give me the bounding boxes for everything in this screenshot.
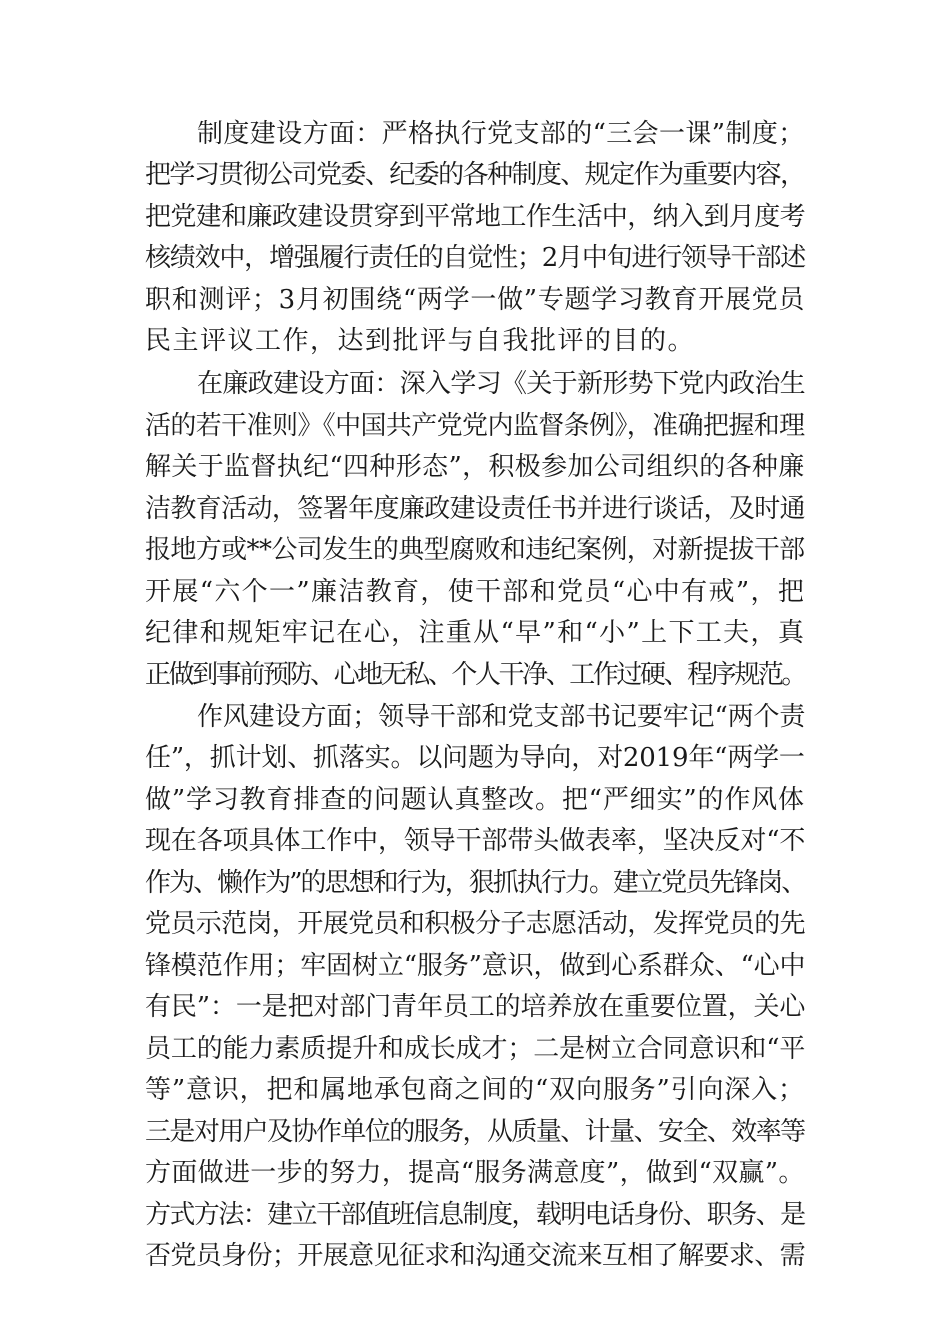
paragraph-3-line-7: 锋模范作用；牢固树立“服务”意识，做到心系群众、“心中 [145, 951, 806, 981]
paragraph-3-line-10: 等”意识，把和属地承包商之间的“双向服务”引向深入； [145, 1075, 805, 1105]
paragraph-1-line-3: 把党建和廉政建设贯穿到平常地工作生活中，纳入到月度考 [145, 202, 806, 232]
paragraph-3-line-9: 员工的能力素质提升和成长成才；二是树立合同意识和“平 [145, 1034, 806, 1064]
paragraph-3-line-3: 做”学习教育排查的问题认真整改。把“严细实”的作风体 [145, 785, 805, 815]
paragraph-2-line-5: 报地方或**公司发生的典型腐败和违纪案例，对新提拔干部 [145, 535, 805, 565]
paragraph-2-line-2: 活的若干准则》《中国共产党党内监督条例》，准确把握和理 [145, 411, 805, 441]
paragraph-3-line-12: 方面做进一步的努力，提高“服务满意度”，做到“双赢”。 [145, 1158, 805, 1188]
paragraph-1-line-1: 制度建设方面：严格执行党支部的“三会一课”制度； [197, 119, 805, 149]
paragraph-2-line-3: 解关于监督执纪“四种形态”，积极参加公司组织的各种廉 [145, 452, 805, 482]
paragraph-3-line-2: 任”，抓计划、抓落实。以问题为导向，对2019年“两学一 [145, 743, 805, 773]
paragraph-2-line-4: 洁教育活动，签署年度廉政建设责任书并进行谈话，及时通 [145, 494, 806, 524]
paragraph-1-line-6: 民主评议工作，达到批评与自我批评的目的。 [145, 326, 696, 356]
paragraph-2-line-7: 纪律和规矩牢记在心，注重从“早”和“小”上下工夫，真 [145, 618, 806, 648]
paragraph-3-line-13: 方式方法：建立干部值班信息制度，载明电话身份、职务、是 [145, 1200, 805, 1230]
paragraph-1-line-5: 职和测评；3月初围绕“两学一做”专题学习教育开展党员 [145, 285, 806, 315]
paragraph-3-line-14: 否党员身份；开展意见征求和沟通交流来互相了解要求、需 [145, 1241, 806, 1271]
paragraph-2-line-6: 开展“六个一”廉洁教育，使干部和党员“心中有戒”，把 [145, 577, 806, 607]
paragraph-1-line-4: 核绩效中，增强履行责任的自觉性；2月中旬进行领导干部述 [145, 243, 806, 273]
paragraph-2-line-1: 在廉政建设方面：深入学习《关于新形势下党内政治生 [197, 369, 806, 399]
paragraph-3-line-5: 作为、懒作为”的思想和行为，狠抓执行力。建立党员先锋岗、 [145, 868, 806, 898]
paragraph-1-line-2: 把学习贯彻公司党委、纪委的各种制度、规定作为重要内容， [145, 160, 805, 190]
paragraph-3-line-6: 党员示范岗，开展党员和积极分子志愿活动，发挥党员的先 [145, 909, 806, 939]
paragraph-3-line-11: 三是对用户及协作单位的服务，从质量、计量、安全、效率等 [145, 1117, 805, 1147]
paragraph-3-line-8: 有民”：一是把对部门青年员工的培养放在重要位置，关心 [145, 992, 806, 1022]
paragraph-3-line-1: 作风建设方面；领导干部和党支部书记要牢记“两个责 [197, 702, 806, 732]
paragraph-3-line-4: 现在各项具体工作中，领导干部带头做表率，坚决反对“不 [145, 826, 806, 856]
paragraph-2-line-8: 正做到事前预防、心地无私、个人干净、工作过硬、程序规范。 [145, 660, 806, 690]
